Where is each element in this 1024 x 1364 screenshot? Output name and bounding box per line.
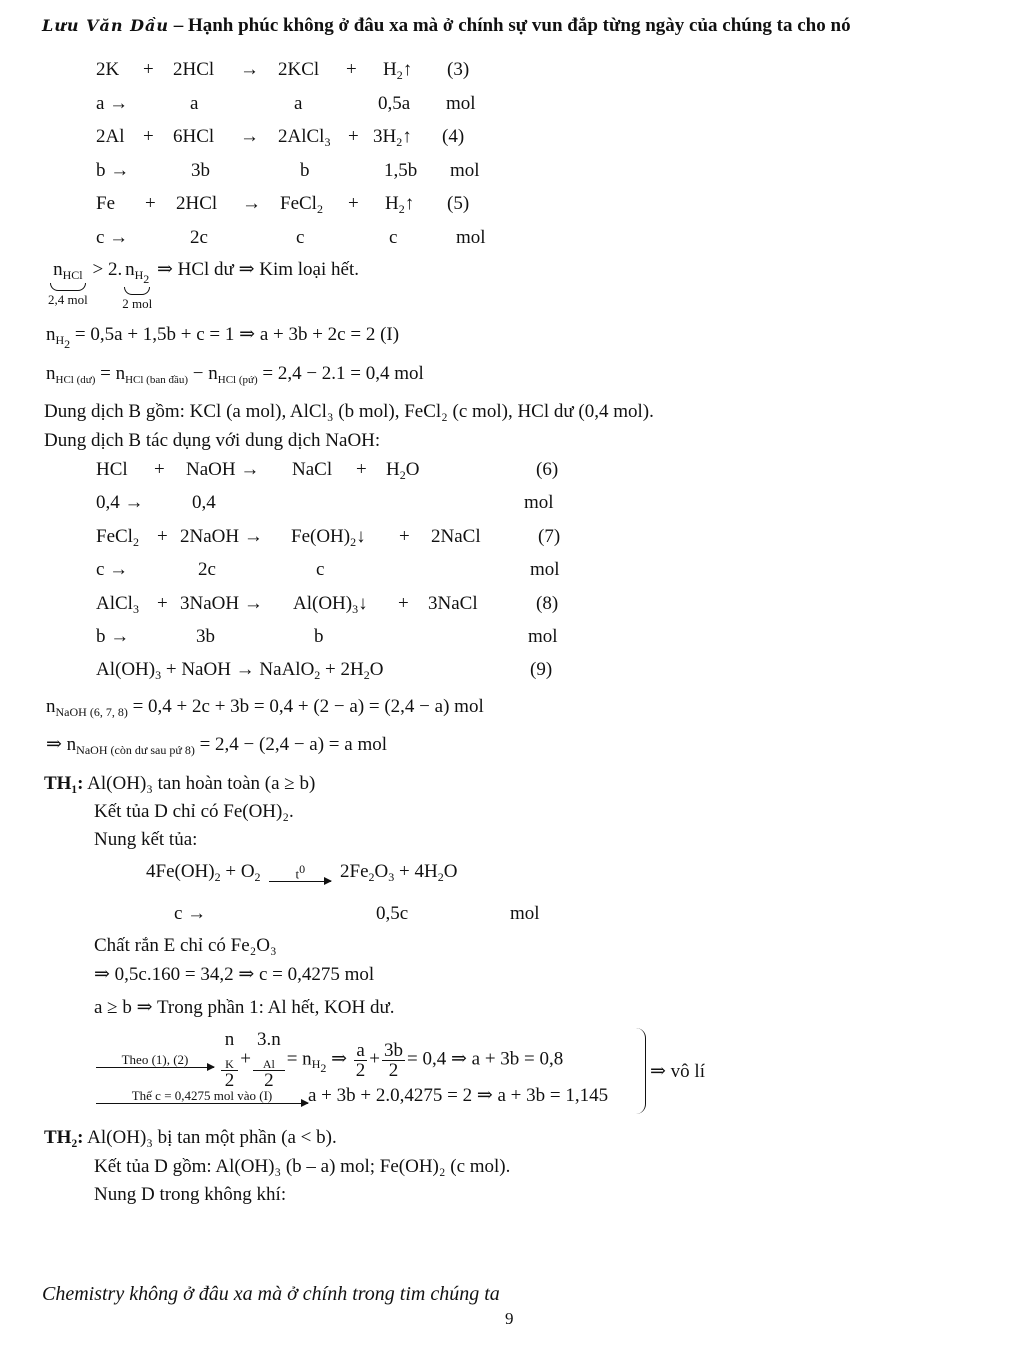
page-header [42,16,851,35]
mol-value: 0,4 [192,492,216,513]
case-1-line-1: Kết tủa D chỉ có Fe(OH)₂. [94,801,294,822]
plus: + [143,59,154,80]
mol-value: b [300,160,310,181]
solution-b-components: Dung dịch B gồm: KCl (a mol), AlCl₃ (b mol), FeCl₂ (c mol), HCl dư (0,4 mol). [44,401,654,422]
mol-value: 2c [198,559,216,580]
mol-value: c → [96,227,129,248]
case-1-line-3: Chất rắn E chỉ có Fe₂O₃ [94,935,277,956]
mol-value: 1,5b [384,160,418,181]
plus: + [157,593,168,614]
reactant: FeCl$_2$ [96,526,139,549]
arrow: → [242,193,261,214]
comparison-result: ⇒ HCl dư ⇒ Kim loại hết. [152,259,359,280]
mol-unit: mol [456,227,486,248]
mol-unit: mol [528,626,558,647]
plus: + [399,526,410,547]
product: 2NaCl [431,526,481,547]
equation-number: (9) [530,659,553,680]
mol-value: 0,5a [378,93,411,114]
equation-number: (4) [442,126,465,147]
page-footer: Chemistry không ở đâu xa mà ở chính trong tim chúng ta [42,1283,500,1305]
equation-number: (8) [536,593,559,614]
equation-number: (3) [447,59,470,80]
mol-value: a → [96,93,129,114]
mol-value: c [316,559,325,580]
naoh-consumed-equation: $n_{NaOH (6, 7, 8)} = 0,4 + 2c + 3b = 0,4 + (2 - a) = (2,4 - a)$ mol [46,696,484,719]
plus: + [398,593,409,614]
case-1-heading: TH₁: Al(OH)₃ tan hoàn toàn (a ≥ b) [44,773,316,794]
plus: + [157,526,168,547]
equation-number: (7) [538,526,561,547]
equation-number: (5) [447,193,470,214]
plus: + [143,126,154,147]
mol-value: b [314,626,324,647]
mol-unit: mol [510,903,540,924]
mol-value: b → [96,160,130,181]
mol-unit: mol [530,559,560,580]
product: $H_2↑$ [383,59,413,82]
reactant: NaOH → [186,459,260,480]
product: FeCl$_2$ [280,193,323,216]
reactant: 2NaOH → [180,526,263,547]
fraction-nk: n $_K$ 2 [221,1030,239,1090]
plus: + [348,126,359,147]
mol-value: c [389,227,398,248]
product: NaCl [292,459,333,480]
product: $Fe(OH)_2↓$ [291,526,366,549]
comparison-line [48,260,359,310]
system-line-2: Thế c = 0,4275 mol vào (I) a + 3b + 2.0,4275 = 2 ⇒ a + 3b = 1,145 [96,1086,608,1105]
theo-arrow: Theo (1), (2) [96,1053,214,1068]
mol-value: 0,4 → [96,492,144,513]
mol-value: a [294,93,303,114]
case-1-line-5: a ≥ b ⇒ Trong phần 1: Al hết, KOH dư. [94,997,395,1018]
author-signature: Lưu Văn Dầu [42,16,169,35]
case-2-heading: TH₂: Al(OH)₃ bị tan một phần (a < b). [44,1127,337,1148]
product: $H_2↑$ [385,193,415,216]
substitute-arrow: Thế c = 0,4275 mol vào (I) [96,1089,308,1104]
reactant: 6HCl [173,126,215,147]
mol-value: 3b [196,626,215,647]
reactant: HCl [96,459,128,480]
mol-unit: mol [446,93,476,114]
reactant: 2Al [96,126,125,147]
arrow: → [240,126,259,147]
header-quote: – Hạnh phúc không ở đâu xa mà ở chính sự vun đắp từng ngày của chúng ta cho nó [168,15,851,36]
system-line-1: Theo (1), (2) n $_K$ 2 + 3.n $_{Al}$ 2 = $n_{H_2}$ ⇒ $\frac{a}{2}$ + $\frac{3b}{2}$ = 0,4 ⇒ a + 3b = 0,8 [96,1030,563,1090]
mol-unit: mol [450,160,480,181]
case-2-line-2: Nung D trong không khí: [94,1184,287,1205]
case-2-line-1: Kết tủa D gồm: Al(OH)₃ (b – a) mol; Fe(OH)₂ (c mol). [94,1156,511,1177]
reactant: AlCl$_3$ [96,593,139,616]
case-1-line-4: ⇒ 0,5c.160 = 34,2 ⇒ c = 0,4275 mol [94,964,375,985]
naoh-remaining-equation: ⇒ $n_{NaOH (còn dư sau pứ 8)} = 2,4 - (2,4 - a) = a$ mol [46,734,388,757]
plus: + [356,459,367,480]
equation-number: (6) [536,459,559,480]
reactant: 2K [96,59,120,80]
plus: + [154,459,165,480]
fraction-nal: 3.n $_{Al}$ 2 [253,1030,285,1090]
contradiction-conclusion: ⇒ vô lí [650,1061,705,1082]
case-1-line-2: Nung kết tủa: [94,829,198,850]
mol-value: a [190,93,199,114]
underbrace-nh2: $n_{H_2}$ 2 mol [122,259,153,311]
product: 2AlCl$_3$ [278,126,331,149]
fraction-3b: $\frac{3b}{2}$ [384,1039,403,1081]
heat-arrow: $t^0$ [269,863,331,882]
page-number: 9 [505,1309,514,1328]
underbrace-nhcl: $n_{HCl}$ 2,4 mol [48,259,88,307]
compare-operator: > 2. [87,259,123,280]
system-brace [635,1028,646,1114]
solution-b-reaction-intro: Dung dịch B tác dụng với dung dịch NaOH: [44,430,381,451]
fraction-a: $\frac{a}{2}$ [355,1039,366,1081]
product: 3NaCl [428,593,478,614]
mol-value: c → [96,559,129,580]
mol-value: 2c [190,227,208,248]
mol-unit: mol [524,492,554,513]
plus: + [348,193,359,214]
product: 2KCl [278,59,320,80]
reactant: 2HCl [176,193,218,214]
plus: + [145,193,156,214]
product: $3H_2↑$ [373,126,412,149]
plus: + [346,59,357,80]
reactant: 3NaOH → [180,593,263,614]
mol-value: b → [96,626,130,647]
nhcl-excess-equation: $n_{HCl (dư)} = n_{HCl (ban đầu)} - n_{HCl (pứ)} = 2,4 - 2.1 = 0,4$ mol [46,363,424,386]
equation-10: $4Fe(OH)_2 + O_2$ $t^0$ $2Fe_2O_3 + 4H_2O$ [146,861,458,884]
mol-value: c [296,227,305,248]
product: $Al(OH)_3↓$ [293,593,368,616]
mol-value: 3b [191,160,210,181]
reaction-9-body: $Al(OH)_3$ + NaOH → NaAlO$_2$ + $2H_2O$ [96,659,384,682]
arrow: → [240,59,259,80]
nh2-equation: $n_{H_2} = 0,5a + 1,5b + c = 1$ ⇒ a + 3b + 2c = 2 (I) [46,324,400,351]
reactant: Fe [96,193,115,214]
mol-value: 0,5c [376,903,409,924]
reactant: 2HCl [173,59,215,80]
mol-value: c → [174,903,207,924]
product: $H_2O$ [386,459,420,482]
